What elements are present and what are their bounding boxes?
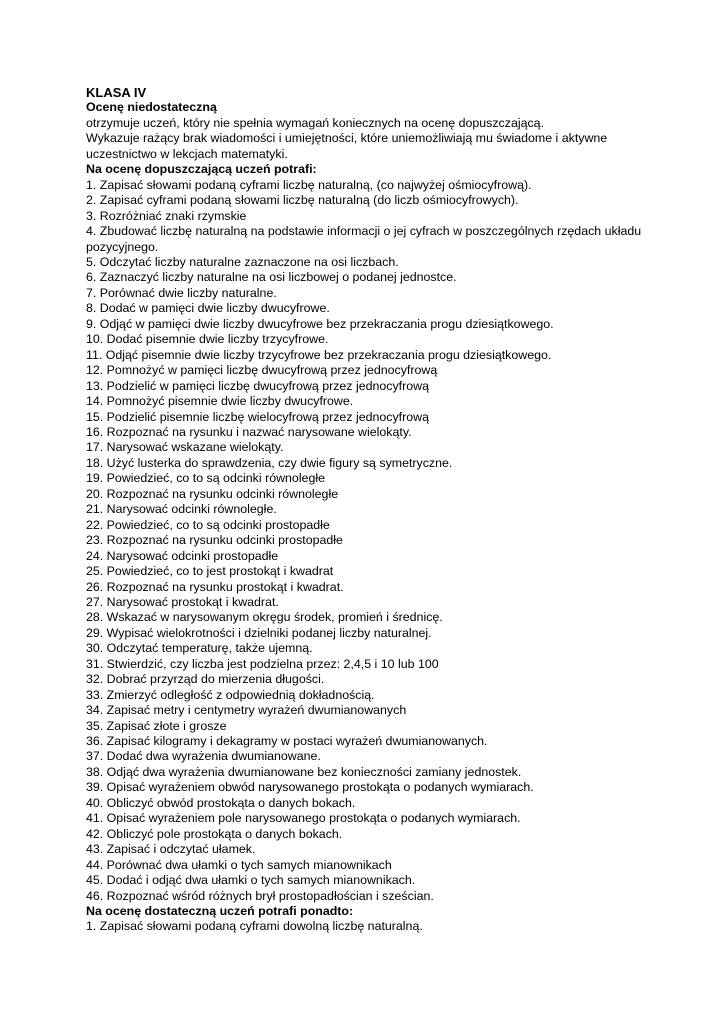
document-title: KLASA IV <box>86 85 147 100</box>
heading-sufficient-grade: Na ocenę dopuszczającą uczeń potrafi: <box>86 162 317 177</box>
list-item: 12. Pomnożyć w pamięci liczbę dwucyfrową przez jednocyfrową <box>86 363 438 378</box>
list-item: 41. Opisać wyrażeniem pole narysowanego prostokąta o podanych wymiarach. <box>86 811 521 826</box>
list-item: 34. Zapisać metry i centymetry wyrażeń dwumianowanych <box>86 703 407 718</box>
list-item: 22. Powiedzieć, co to są odcinki prostopadłe <box>86 517 330 532</box>
list-item: 33. Zmierzyć odległość z odpowiednią dokładnością. <box>86 687 375 702</box>
list-item: 10. Dodać pisemnie dwie liczby trzycyfrowe. <box>86 332 329 347</box>
list-item: 1. Zapisać słowami podaną cyframi liczbę naturalną, (co najwyżej ośmiocyfrową). <box>86 177 532 192</box>
list-item: 21. Narysować odcinki równoległe. <box>86 502 277 517</box>
list-item: 27. Narysować prostokąt i kwadrat. <box>86 594 279 609</box>
list-item: 43. Zapisać i odczytać ułamek. <box>86 842 256 857</box>
insufficient-description-1: otrzymuje uczeń, który nie spełnia wymagań koniecznych na ocenę dopuszczającą. <box>86 115 545 130</box>
list-item: 40. Obliczyć obwód prostokąta o danych bokach. <box>86 795 356 810</box>
list-item: 45. Dodać i odjąć dwa ułamki o tych samych mianownikach. <box>86 873 416 888</box>
list-item: 30. Odczytać temperaturę, także ujemną. <box>86 641 313 656</box>
list-item: 26. Rozpoznać na rysunku prostokąt i kwadrat. <box>86 579 344 594</box>
list-item: 1. Zapisać słowami podaną cyframi dowolną liczbę naturalną. <box>86 919 423 934</box>
list-item: 19. Powiedzieć, co to są odcinki równoległe <box>86 471 325 486</box>
list-item: 5. Odczytać liczby naturalne zaznaczone na osi liczbach. <box>86 254 399 269</box>
list-item: 18. Użyć lusterka do sprawdzenia, czy dwie figury są symetryczne. <box>86 455 453 470</box>
list-item: 44. Porównać dwa ułamki o tych samych mianownikach <box>86 857 392 872</box>
list-item: 6. Zaznaczyć liczby naturalne na osi liczbowej o podanej jednostce. <box>86 270 457 285</box>
list-item: 13. Podzielić w pamięci liczbę dwucyfrową przez jednocyfrową <box>86 378 429 393</box>
list-item: 23. Rozpoznać na rysunku odcinki prostopadłe <box>86 533 343 548</box>
list-item: 4. Zbudować liczbę naturalną na podstawie informacji o jej cyfrach w poszczególnych rzędach układu pozycyjnego. <box>86 224 642 254</box>
list-item: 15. Podzielić pisemnie liczbę wielocyfrową przez jednocyfrową <box>86 409 429 424</box>
list-item: 35. Zapisać złote i grosze <box>86 718 227 733</box>
list-item: 25. Powiedzieć, co to jest prostokąt i kwadrat <box>86 564 334 579</box>
list-item: 28. Wskazać w narysowanym okręgu środek, promień i średnicę. <box>86 610 443 625</box>
list-item: 46. Rozpoznać wśród różnych brył prostopadłościan i sześcian. <box>86 888 434 903</box>
list-item: 32. Dobrać przyrząd do mierzenia długości. <box>86 672 325 687</box>
list-item: 9. Odjąć w pamięci dwie liczby dwucyfrowe bez przekraczania progu dziesiątkowego. <box>86 316 554 331</box>
satisfactory-requirements-list <box>86 919 646 934</box>
list-item: 29. Wypisać wielokrotności i dzielniki podanej liczby naturalnej. <box>86 625 432 640</box>
sufficient-requirements-list <box>86 178 646 904</box>
list-item: 7. Porównać dwie liczby naturalne. <box>86 285 277 300</box>
insufficient-description-2: Wykazuje rażący brak wiadomości i umiejętności, które uniemożliwiają mu świadome i aktywne uczestnictwo w lekcjach matematyki. <box>86 131 608 161</box>
list-item: 24. Narysować odcinki prostopadłe <box>86 548 279 563</box>
list-item: 17. Narysować wskazane wielokąty. <box>86 440 284 455</box>
list-item: 38. Odjąć dwa wyrażenia dwumianowane bez konieczności zamiany jednostek. <box>86 764 522 779</box>
list-item: 36. Zapisać kilogramy i dekagramy w postaci wyrażeń dwumianowanych. <box>86 734 488 749</box>
list-item: 31. Stwierdzić, czy liczba jest podzielna przez: 2,4,5 i 10 lub 100 <box>86 656 439 671</box>
list-item: 11. Odjąć pisemnie dwie liczby trzycyfrowe bez przekraczania progu dziesiątkowego. <box>86 347 552 362</box>
list-item: 20. Rozpoznać na rysunku odcinki równoległe <box>86 486 339 501</box>
list-item: 2. Zapisać cyframi podaną słowami liczbę naturalną (do liczb ośmiocyfrowych). <box>86 193 519 208</box>
list-item: 14. Pomnożyć pisemnie dwie liczby dwucyfrowe. <box>86 394 354 409</box>
list-item: 39. Opisać wyrażeniem obwód narysowanego prostokąta o podanych wymiarach. <box>86 780 534 795</box>
heading-satisfactory-grade: Na ocenę dostateczną uczeń potrafi ponadto: <box>86 904 354 919</box>
list-item: 3. Rozróżniać znaki rzymskie <box>86 208 247 223</box>
list-item: 37. Dodać dwa wyrażenia dwumianowane. <box>86 749 321 764</box>
list-item: 8. Dodać w pamięci dwie liczby dwucyfrowe. <box>86 301 330 316</box>
list-item: 16. Rozpoznać na rysunku i nazwać narysowane wielokąty. <box>86 424 412 439</box>
list-item: 42. Obliczyć pole prostokąta o danych bokach. <box>86 826 343 841</box>
heading-insufficient-grade: Ocenę niedostateczną <box>86 100 217 115</box>
document-page <box>86 85 646 935</box>
